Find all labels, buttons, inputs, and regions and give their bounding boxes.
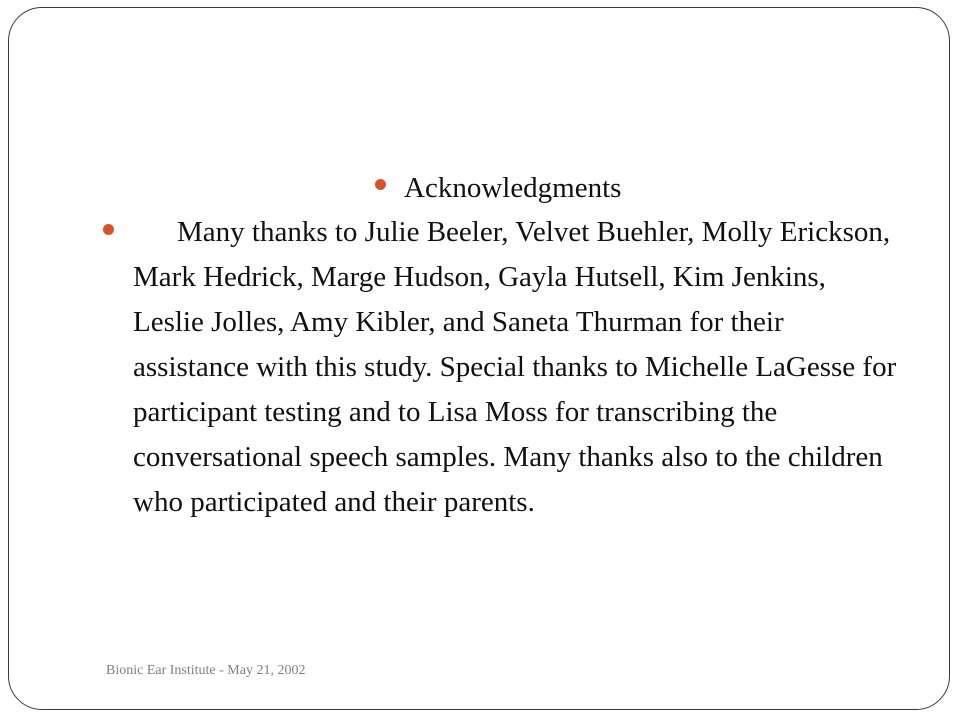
- slide-footer: Bionic Ear Institute - May 21, 2002: [106, 663, 306, 678]
- body-bullet-row: [103, 210, 903, 570]
- heading-bullet-row: [375, 166, 795, 210]
- slide-heading: Acknowledgments: [404, 172, 622, 204]
- bullet-dot-icon: [375, 179, 386, 190]
- acknowledgment-paragraph: Many thanks to Julie Beeler, Velvet Buehler, Molly Erickson, Mark Hedrick, Marge Hudson, Gayla Hutsell, Kim Jenkins, Leslie Jolles, Amy Kibler, and Saneta Thurman for their assistance with this study. Special thanks to Michelle LaGesse for participant testing and to Lisa Moss for transcribing the conversational speech samples. Many thanks also to the children who participated and their parents.: [133, 216, 897, 518]
- bullet-dot-icon: [103, 224, 114, 235]
